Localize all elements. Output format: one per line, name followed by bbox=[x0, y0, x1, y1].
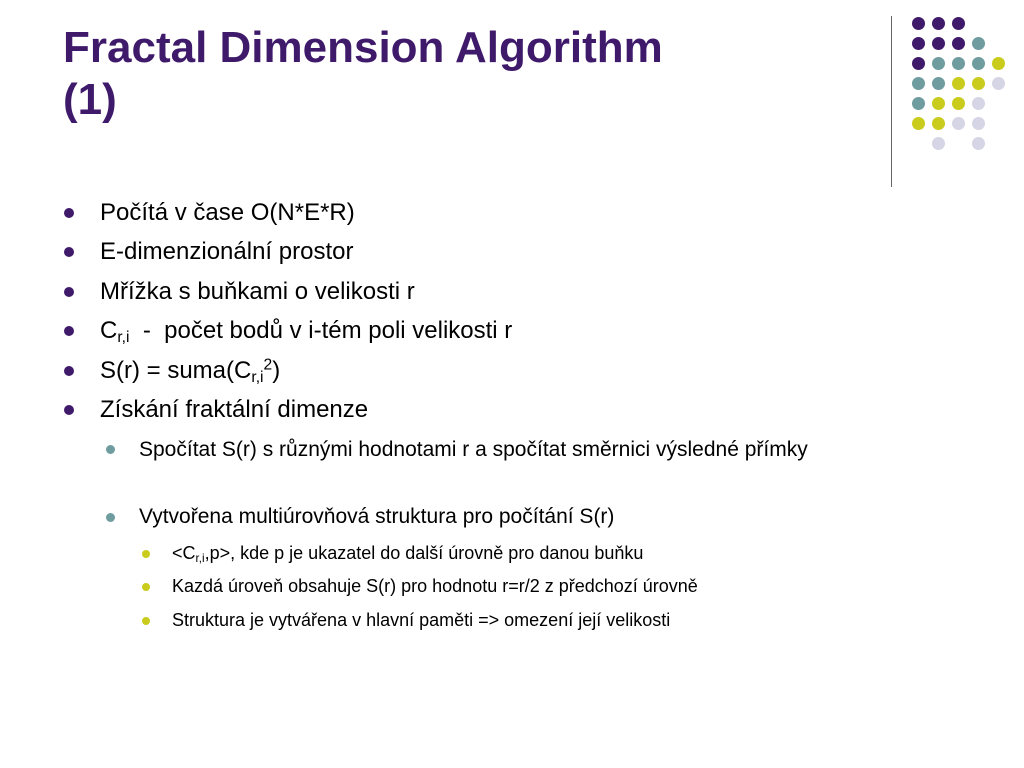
bullet-marker bbox=[64, 405, 74, 415]
bullet-sum-formula-superscript: 2 bbox=[263, 356, 273, 374]
bullet-point-count-subscript: r,i bbox=[117, 328, 130, 346]
bullet-marker bbox=[64, 208, 74, 218]
bullet-marker bbox=[64, 247, 74, 257]
sub-sub-bullet-cell-pointer bbox=[172, 542, 643, 564]
bullet-e-dimensional-space: E-dimenzionální prostor bbox=[100, 238, 354, 265]
sub-sub-bullet-marker bbox=[142, 583, 150, 591]
cell-pointer-subscript: r,i bbox=[195, 551, 205, 565]
slide-title-line-1: Fractal Dimension Algorithm bbox=[63, 23, 663, 72]
sub-sub-bullet-level-contents: Kazdá úroveň obsahuje S(r) pro hodnotu r=r/2 z předchozí úrovně bbox=[172, 576, 698, 596]
sub-bullet-marker bbox=[106, 513, 115, 522]
slide-title-line-2: (1) bbox=[63, 75, 117, 124]
bullet-sum-formula-base: S(r) = suma(C bbox=[100, 357, 252, 384]
bullet-marker bbox=[64, 366, 74, 376]
cell-pointer-base: <C bbox=[172, 543, 196, 563]
bullet-sum-formula-subscript: r,i bbox=[251, 368, 264, 386]
bullet-fractal-dimension: Získání fraktální dimenze bbox=[100, 396, 369, 423]
bullet-grid-cells: Mřížka s buňkami o velikosti r bbox=[100, 278, 415, 305]
bullet-marker bbox=[64, 287, 74, 297]
bullet-time-complexity: Počítá v čase O(N*E*R) bbox=[100, 199, 355, 226]
sub-bullet-multilevel-structure: Vytvořena multiúrovňová struktura pro počítání S(r) bbox=[139, 505, 615, 528]
sub-sub-bullet-marker bbox=[142, 617, 150, 625]
bullet-point-count-text: - počet bodů v i-tém poli velikosti r bbox=[129, 317, 513, 344]
sub-sub-bullet-marker bbox=[142, 550, 150, 558]
bullet-marker bbox=[64, 326, 74, 336]
cell-pointer-text: ,p>, kde p je ukazatel do další úrovně pro danou buňku bbox=[204, 543, 644, 563]
bullet-point-count-base: C bbox=[100, 317, 118, 344]
sub-bullet-compute-slope: Spočítat S(r) s různými hodnotami r a spočítat směrnici výsledné přímky bbox=[139, 438, 808, 461]
sub-bullet-marker bbox=[106, 445, 115, 454]
bullet-sum-formula-close: ) bbox=[272, 357, 281, 384]
bullet-sum-formula bbox=[100, 357, 280, 385]
bullet-point-count bbox=[100, 317, 512, 345]
sub-sub-bullet-main-memory: Struktura je vytvářena v hlavní paměti => omezení její velikosti bbox=[172, 610, 671, 630]
